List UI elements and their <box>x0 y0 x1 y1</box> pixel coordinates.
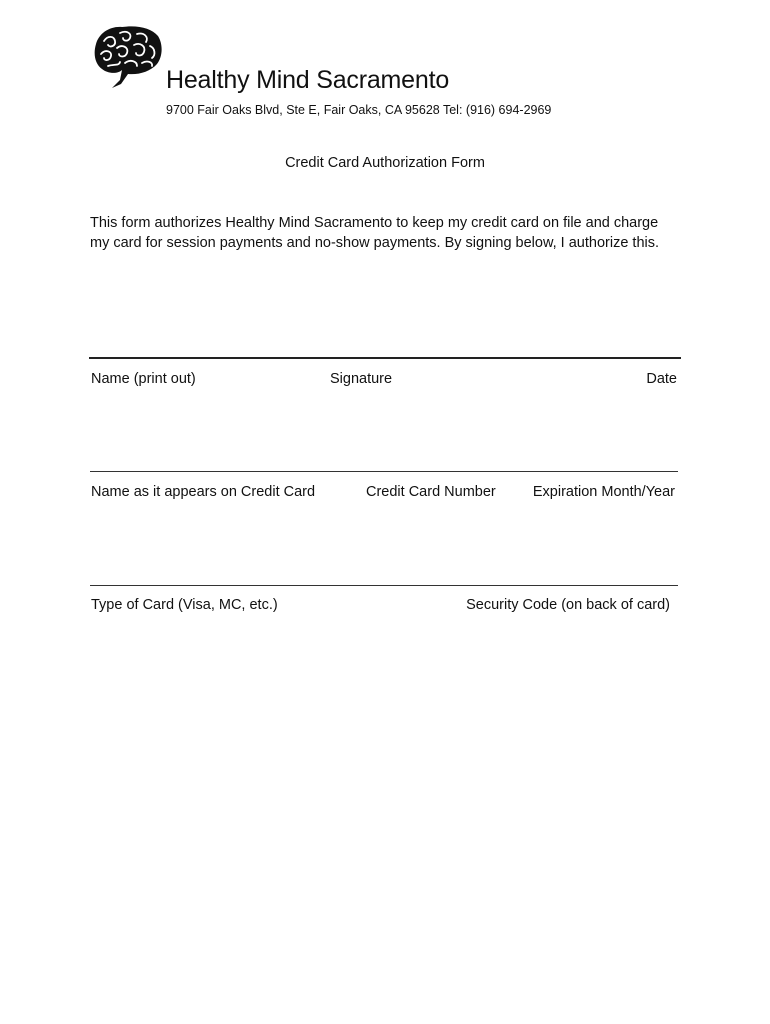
date-label: Date <box>646 371 677 387</box>
card-type-line <box>90 585 678 586</box>
organization-address: 9700 Fair Oaks Blvd, Ste E, Fair Oaks, CA 95628 Tel: (916) 694-2969 <box>166 103 552 117</box>
expiration-label: Expiration Month/Year <box>532 484 675 500</box>
cardholder-name-label: Name as it appears on Credit Card <box>91 484 316 500</box>
card-info-line <box>90 471 678 472</box>
signature-line <box>89 357 681 359</box>
brain-icon <box>92 24 164 90</box>
form-title: Credit Card Authorization Form <box>285 155 485 171</box>
authorization-statement: This form authorizes Healthy Mind Sacramento to keep my credit card on file and charge my card for session payments and no-show payments. By signing below, I authorize this. <box>90 215 660 251</box>
name-print-label: Name (print out) <box>91 371 196 387</box>
signature-label: Signature <box>330 371 393 387</box>
card-number-label: Credit Card Number <box>366 484 496 500</box>
card-type-label: Type of Card (Visa, MC, etc.) <box>91 597 278 613</box>
organization-name: Healthy Mind Sacramento <box>166 66 450 94</box>
security-code-label: Security Code (on back of card) <box>466 597 670 613</box>
